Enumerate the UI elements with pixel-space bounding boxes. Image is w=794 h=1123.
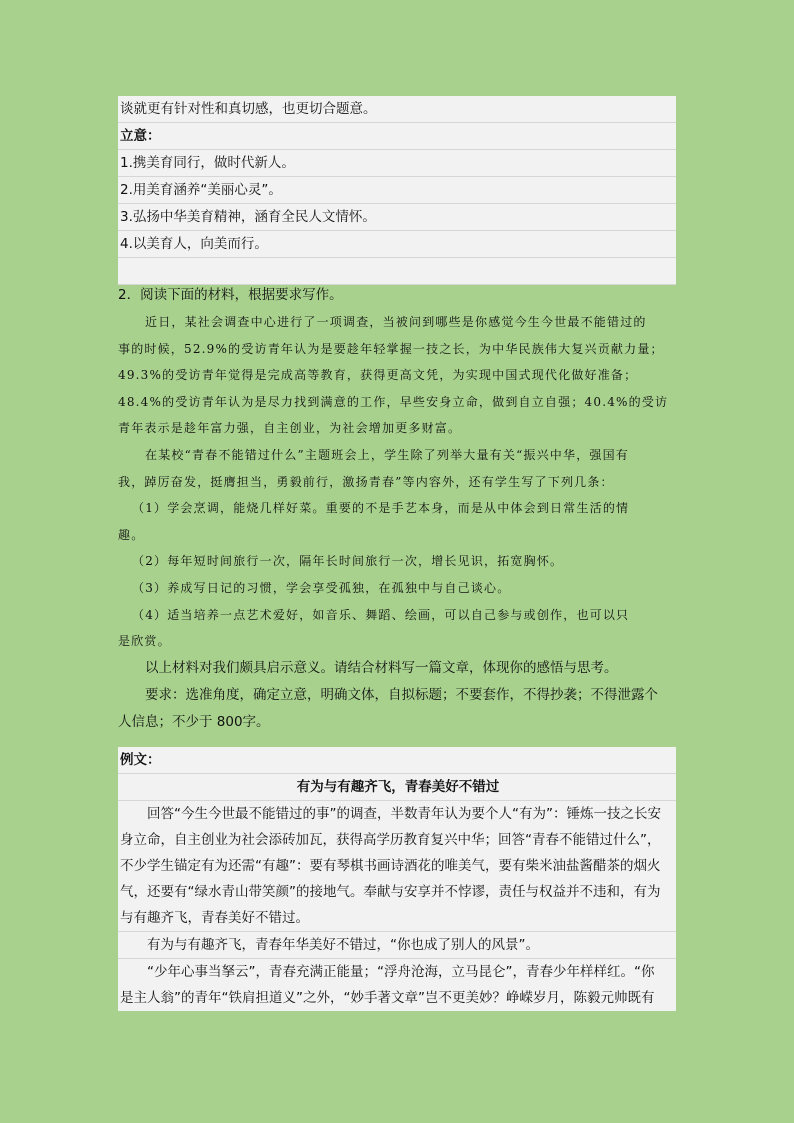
essay-paragraph: [118, 959, 676, 1011]
essay-box: [118, 747, 676, 1011]
material-line: 49.3%的受访青年觉得是完成高等教育，获得更高文凭，为实现中国式现代化做好准备；: [118, 368, 638, 383]
paragraph-line: 身立命，自主创业为社会添砖加瓦，获得高学历教育复兴中华；回答“青春不能错过什么”，: [120, 832, 661, 848]
material-line: 在某校“青春不能错过什么”主题班会上，学生除了列举大量有关“振兴中华，强国有: [145, 447, 630, 462]
material-line: 近日，某社会调查中心进行了一项调查，当被问到哪些是你感觉今生今世最不能错过的: [145, 315, 647, 329]
list-item: 4.以美育人，向美而行。: [118, 231, 676, 258]
top-box: [118, 96, 676, 285]
essay-title: 有为与有趣齐飞，青春美好不错过: [118, 774, 676, 801]
material-line: （4）适当培养一点艺术爱好，如音乐、舞蹈、绘画，可以自己参与或创作，也可以只: [132, 607, 630, 622]
paragraph-line: “少年心事当拏云”，青春充满正能量；“浮舟沧海，立马昆仑”，青春少年样样红。“你: [147, 964, 655, 980]
section-heading: 立意：: [118, 123, 676, 150]
essay-paragraph: [118, 932, 676, 959]
paragraph-line: 是主人翁”的青年“铁肩担道义”之外，“妙手著文章”岂不更美妙？峥嵘岁月，陈毅元帅既有: [120, 990, 655, 1006]
question-title: 2．阅读下面的材料，根据要求写作。: [118, 287, 343, 303]
requirements-line: 人信息；不少于 800字。: [118, 713, 270, 730]
paragraph-line: 回答“今生今世最不能错过的事”的调查，半数青年认为要个人“有为”：锤炼一技之长安: [147, 806, 661, 822]
essay-label: 例文：: [118, 747, 676, 774]
material: [118, 309, 676, 655]
material-line: （2）每年短时间旅行一次，隔年长时间旅行一次，增长见识，拓宽胸怀。: [132, 554, 564, 569]
text-line: 谈就更有针对性和真切感，也更切合题意。: [118, 96, 676, 123]
paragraph-line: 有为与有趣齐飞，青春年华美好不错过，“你也成了别人的风景”。: [147, 937, 539, 953]
list-item: 3.弘扬中华美育精神，涵育全民人文情怀。: [118, 204, 676, 231]
material-line: （3）养成写日记的习惯，学会享受孤独，在孤独中与自己谈心。: [132, 580, 511, 595]
material-line: 48.4%的受访青年认为是尽力找到满意的工作，早些安身立命，做到自立自强；40.4%的受访: [118, 394, 669, 409]
essay-paragraph: [118, 801, 676, 932]
paragraph-line: 气，还要有“绿水青山带笑颜”的接地气。奉献与安享并不悖谬，责任与权益并不违和，有为: [120, 884, 661, 900]
material-line: 事的时候，52.9%的受访青年认为是要趁年轻掌握一技之长，为中华民族伟大复兴贡献力量；: [118, 341, 664, 356]
prompt-line: 以上材料对我们颇具启示意义。请结合材料写一篇文章，体现你的感悟与思考。: [145, 659, 618, 676]
material-line: 趣。: [118, 527, 145, 542]
material-line: 青年表示是趁年富力强，自主创业，为社会增加更多财富。: [118, 421, 462, 436]
empty-row: [118, 258, 676, 285]
list-item: 1.携美育同行，做时代新人。: [118, 150, 676, 177]
paragraph-line: 不少学生锚定有为还需“有趣”：要有琴棋书画诗酒花的唯美气，要有柴米油盐酱醋茶的烟火: [120, 858, 661, 874]
material-line: 是欣赏。: [118, 634, 171, 649]
material-line: 我，踔厉奋发，挺膺担当，勇毅前行，激扬青春”等内容外，还有学生写了下列几条：: [118, 474, 614, 489]
material-line: （1）学会烹调，能烧几样好菜。重要的不是手艺本身，而是从中体会到日常生活的情: [132, 501, 630, 516]
question-block: [118, 284, 676, 736]
requirements-line: 要求：选准角度，确定立意，明确文体，自拟标题；不要套作，不得抄袭；不得泄露个: [145, 686, 658, 703]
paragraph-line: 与有趣齐飞，青春美好不错过。: [120, 910, 309, 926]
requirements: [118, 655, 676, 736]
list-item: 2.用美育涵养“美丽心灵”。: [118, 177, 676, 204]
